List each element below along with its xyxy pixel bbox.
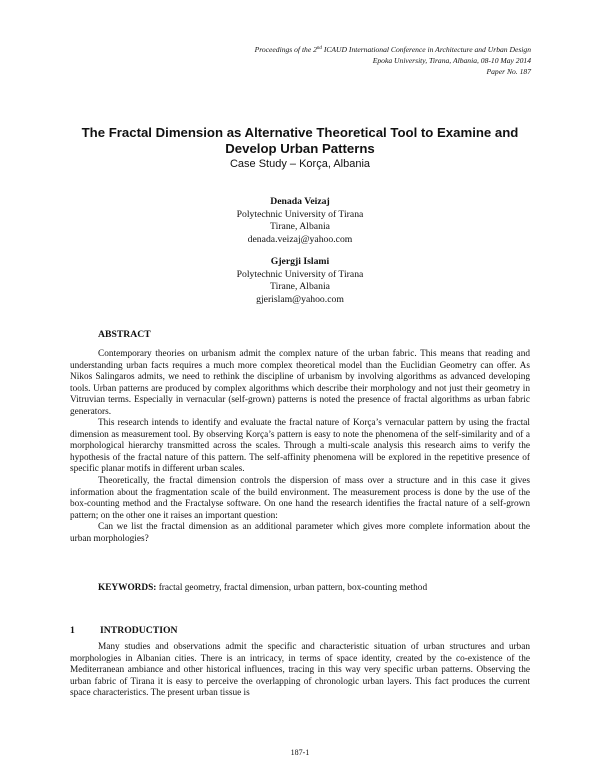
header-line-2: Epoka University, Tirana, Albania, 08-10 May 2014 [372,56,531,65]
abstract-paragraph: This research intends to identify and evaluate the fractal nature of Korça’s vernacular pattern by using the fractal dimension as measurement tool. By observing Korça’s pattern is easy to note the phenomena of the self-similarity and of a morphological hierarchy transmitted across the scales. Through a multi-scale analysis this research aims to verify the hypothesis of the fractal nature of this pattern. The self-affinity phenomena will be explored in the repetitive presence of specific planar motifs in different urban scales. [70,418,530,475]
author-affiliation: Polytechnic University of Tirana [236,268,364,280]
abstract-heading: ABSTRACT [98,329,151,340]
header-line-1: Proceedings of the 2nd ICAUD International Conference in Architecture and Urban Design [254,45,531,54]
keywords [98,583,427,593]
author-affiliation: Polytechnic University of Tirana [236,208,364,220]
page-number: 187-1 [290,748,310,757]
author-name: Denada Veizaj [270,196,330,207]
section-heading [70,625,178,636]
author-email: denada.veizaj@yahoo.com [247,233,353,245]
author-location: Tirane, Albania [270,221,330,233]
abstract-body [70,349,530,545]
abstract-paragraph: Can we list the fractal dimension as an additional parameter which gives more complete information about the urban morphologies? [70,522,530,544]
keywords-text: fractal geometry, fractal dimension, urban pattern, box-counting method [156,583,428,593]
abstract-paragraph: Theoretically, the fractal dimension controls the dispersion of mass over a structure and in this case it gives information about the fragmentation scale of the build environment. The measurement process is done by the use of the box-counting method and the Fractalyse software. On one hand the research identifies the fractal nature of a self-grown pattern; on the other one it raises an important question: [70,476,530,521]
author-block [150,256,450,306]
introduction-body [70,642,530,700]
author-email: gjerislam@yahoo.com [256,293,344,305]
keywords-label: KEYWORDS: [98,583,157,593]
introduction-paragraph: Many studies and observations admit the specific and characteristic situation of urban structures and urban morphologies in Albanian cities. There is an intricacy, in terms of space identity, created by the co-existence of the Mediterranean ambiance and other historical influences, tracing in this way very specific urban patterns. Observing the urban fabric of Tirana it is easy to perceive the overlapping of chronologic urban layers. This fact produces the current space characteristics. The present urban tissue is [70,642,530,699]
author-location: Tirane, Albania [270,281,330,293]
author-block [150,196,450,246]
abstract-paragraph: Contemporary theories on urbanism admit the complex nature of the urban fabric. This means that reading and understanding urban facts requires a much more complex theoretical model than the Euclidian Geometry can offer. As Nikos Salingaros admits, we need to rethink the discipline of urbanism by involving algorithms as advanced developing tools. Urban patterns are produced by complex algorithms which describe their morphology and not just their geometry in Vitruvian terms. Especially in vernacular (self-grown) patterns is noted the presence of fractal algorithms as urban fabric generators. [70,349,530,417]
author-name: Gjergji Islami [270,256,330,267]
paper-title: The Fractal Dimension as Alternative Theoretical Tool to Examine and Develop Urban Patterns [81,125,519,156]
section-title: INTRODUCTION [100,625,178,636]
header-line-3: Paper No. 187 [486,67,531,76]
paper-subtitle: Case Study – Korça, Albania [229,158,371,170]
section-number: 1 [70,625,75,636]
proceedings-header [255,43,531,77]
